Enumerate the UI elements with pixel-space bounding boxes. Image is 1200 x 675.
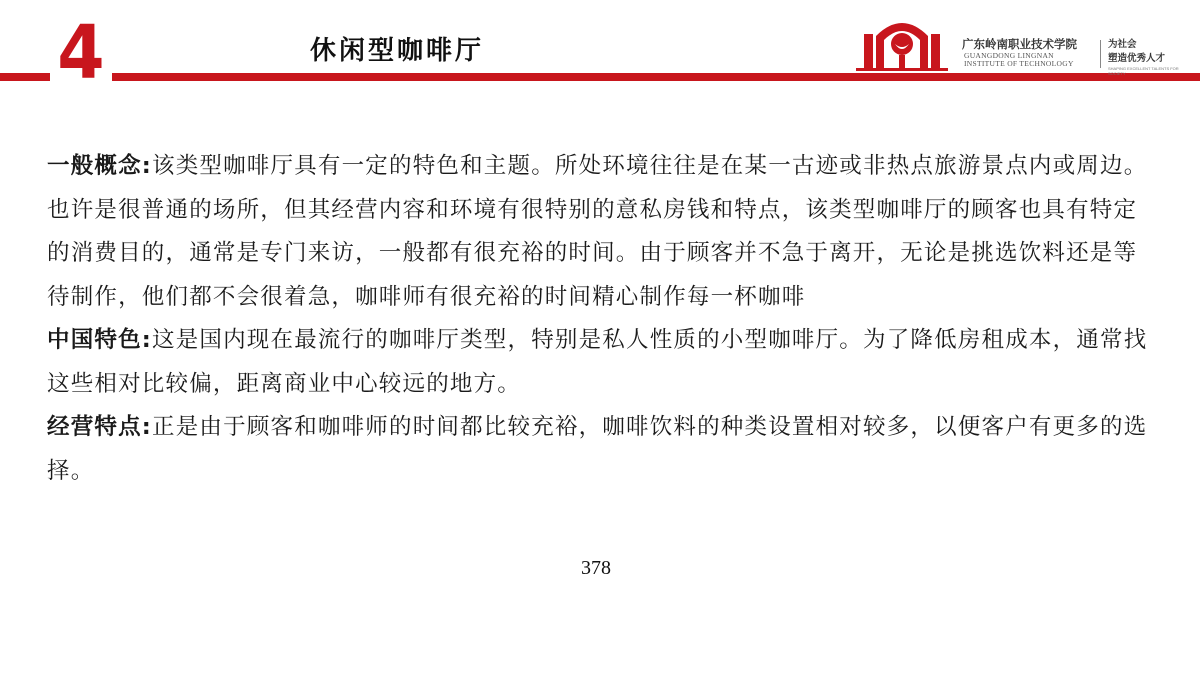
school-emblem-icon [856, 14, 948, 72]
section-label: 经营特点: [47, 414, 152, 440]
section-china-feature [47, 319, 1157, 406]
section-text: 正是由于顾客和咖啡师的时间都比较充裕，咖啡饮料的种类设置相对较多，以便客户有更多的选择。 [47, 414, 1148, 484]
chapter-number: 4 [57, 10, 105, 96]
school-motto-line2: 塑造优秀人才 [1108, 53, 1166, 64]
logo-divider [1100, 40, 1101, 68]
slide-title: 休闲型咖啡厅 [310, 36, 485, 66]
section-general-concept [47, 145, 1157, 319]
section-text: 该类型咖啡厅具有一定的特色和主题。所处环境往往是在某一古迹或非热点旅游景点内或周边。也许是很普通的场所，但其经营内容和环境有很特别的意私房钱和特点，该类型咖啡厅的顾客也具有特定的消费目的，通常是专门来访，一般都有很充裕的时间。由于顾客并不急于离开，无论是挑选饮料还是等待制作，他们都不会很着急，咖啡师有很充裕的时间精心制作每一杯咖啡 [47, 153, 1148, 310]
school-logo [850, 14, 1195, 76]
school-name-en-line1: GUANGDONG LINGNAN [964, 51, 1054, 60]
school-motto-en: SHAPING EXCELLENT TALENTS FOR SOCIETY [1108, 66, 1179, 76]
section-label: 中国特色: [47, 327, 152, 353]
school-name-cn: 广东岭南职业技术学院 [962, 37, 1077, 51]
section-text: 这是国内现在最流行的咖啡厅类型，特别是私人性质的小型咖啡厅。为了降低房租成本，通常找这些相对比较偏，距离商业中心较远的地方。 [47, 327, 1148, 397]
school-name-en-line2: INSTITUTE OF TECHNOLOGY [964, 59, 1074, 68]
section-operation-feature [47, 406, 1157, 493]
section-label: 一般概念: [47, 153, 152, 179]
chapter-badge [50, 10, 112, 96]
page-number: 378 [581, 557, 611, 579]
school-motto-line1: 为社会 [1108, 39, 1137, 50]
content-body [47, 145, 1157, 493]
school-motto [1108, 38, 1188, 66]
header-rule [0, 73, 1200, 81]
